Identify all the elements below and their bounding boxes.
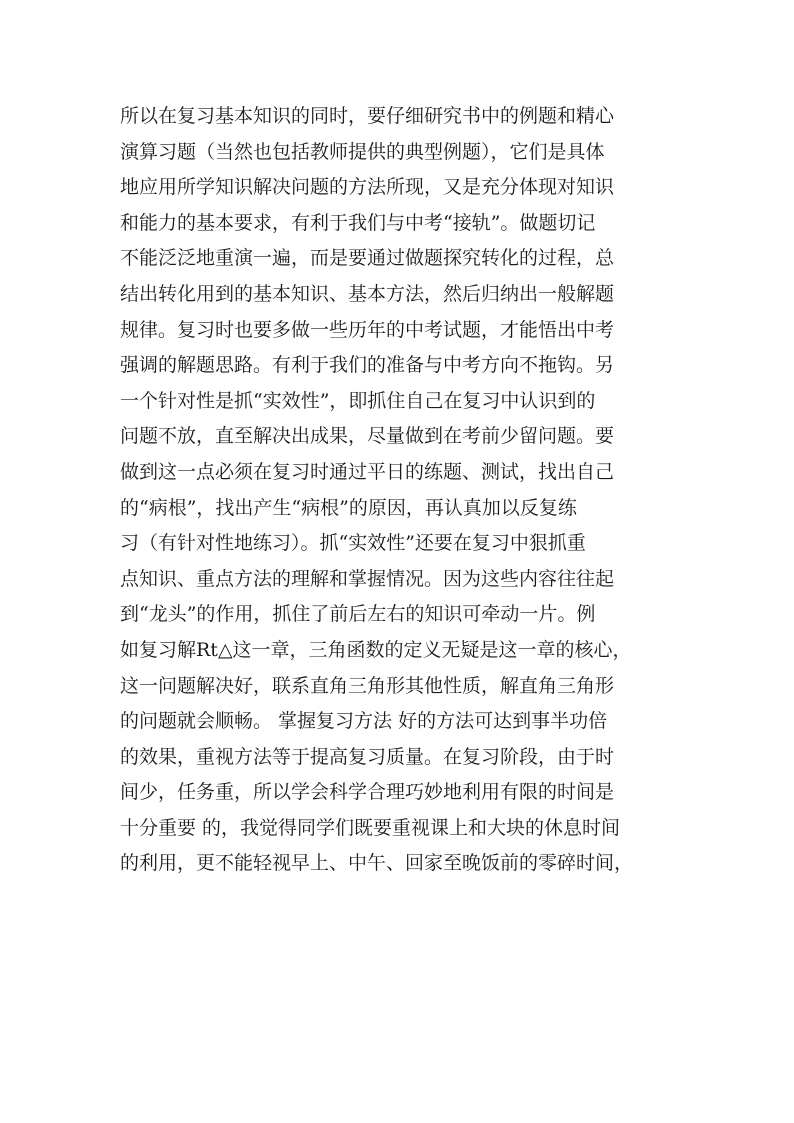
text-line: 规律。复习时也要多做一些历年的中考试题，才能悟出中考 bbox=[120, 318, 615, 341]
text-line: 不能泛泛地重演一遍，而是要通过做题探究转化的过程，总 bbox=[120, 247, 615, 270]
body-paragraph bbox=[120, 99, 680, 882]
text-line: 的“病根”，找出产生“病根”的原因，再认真加以反复练 bbox=[120, 496, 577, 519]
text-line: 十分重要 的，我觉得同学们既要重视课上和大块的休息时间 bbox=[120, 816, 621, 839]
text-line: 的效果，重视方法等于提高复习质量。在复习阶段，由于时 bbox=[120, 745, 615, 768]
text-line: 结出转化用到的基本知识、基本方法，然后归纳出一般解题 bbox=[120, 282, 615, 305]
text-line: 如复习解Rt△这一章，三角函数的定义无疑是这一章的核心， bbox=[120, 638, 632, 661]
text-line: 点知识、重点方法的理解和掌握情况。因为这些内容往往起 bbox=[120, 567, 615, 590]
text-line: 问题不放，直至解决出成果，尽量做到在考前少留问题。要 bbox=[120, 425, 615, 448]
text-line: 做到这一点必须在复习时通过平日的练题、测试，找出自己 bbox=[120, 460, 615, 483]
text-line: 这一问题解决好，联系直角三角形其他性质，解直角三角形 bbox=[120, 674, 615, 697]
text-line: 间少，任务重，所以学会科学合理巧妙地利用有限的时间是 bbox=[120, 781, 615, 804]
text-line: 一个针对性是抓“实效性”，即抓住自己在复习中认识到的 bbox=[120, 389, 596, 412]
text-line: 到“龙头”的作用，抓住了前后左右的知识可牵动一片。例 bbox=[120, 603, 596, 626]
text-line: 和能力的基本要求，有利于我们与中考“接轨”。做题切记 bbox=[120, 211, 596, 234]
text-line: 的问题就会顺畅。 掌握复习方法 好的方法可达到事半功倍 bbox=[120, 710, 608, 733]
text-line: 强调的解题思路。有利于我们的准备与中考方向不拖钩。另 bbox=[120, 354, 615, 377]
text-line: 的利用，更不能轻视早上、中午、回家至晚饭前的零碎时间， bbox=[120, 852, 634, 875]
text-line: 习（有针对性地练习）。抓“实效性”还要在复习中狠抓重 bbox=[120, 532, 586, 555]
text-line: 演算习题（当然也包括教师提供的典型例题），它们是具体 bbox=[120, 140, 605, 163]
text-line: 所以在复习基本知识的同时，要仔细研究书中的例题和精心 bbox=[120, 105, 615, 127]
text-line: 地应用所学知识解决问题的方法所现，又是充分体现对知识 bbox=[120, 176, 615, 199]
